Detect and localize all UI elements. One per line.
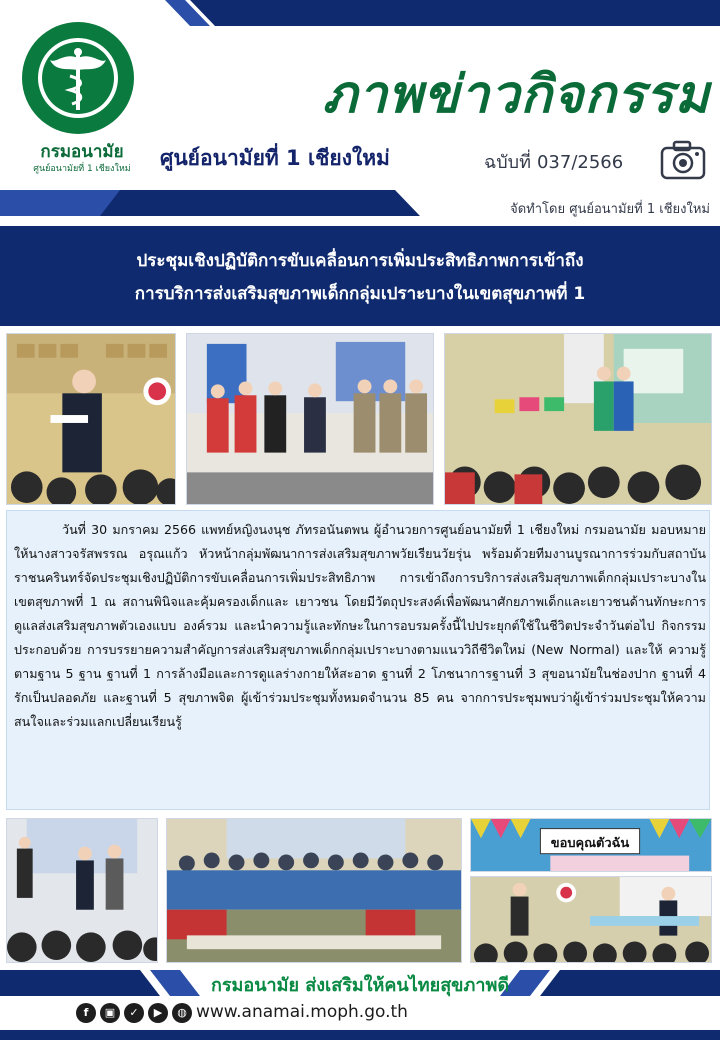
- photo-presenters-on-stage: [470, 876, 712, 963]
- bottom-decor-stripe: [0, 1030, 720, 1040]
- banner-title-line1: ประชุมเชิงปฏิบัติการขับเคลื่อนการเพิ่มประสิทธิภาพการเข้าถึง: [136, 251, 584, 271]
- produced-by: จัดทำโดย ศูนย์อนามัยที่ 1 เชียงใหม่: [510, 202, 710, 217]
- article-paragraph: วันที่ 30 มกราคม 2566 แพทย์หญิงนงนุช ภัทรอนันตพน ผู้อำนวยการศูนย์อนามัยที่ 1 เชียงใหม่ กรมอนามัย มอบหมายให้นางสาวจรัสพรรณ อรุณแก้ว หัวหน้ากลุ่มพัฒนาการส่งเสริมสุขภาพวัยเรียนวัยรุ่น พร้อมด้วยทีมงานบูรณาการร่วมกับสถาบันราชนครินทร์จัดประชุมเชิงปฏิบัติการขับเคลื่อนการเพิ่มประสิทธิภาพ การเข้าถึงการบริการส่งเสริมสุขภาพเด็กกลุ่มเปราะบางในเขตสุขภาพที่ 1 ณ สถานพินิจและคุ้มครองเด็กและ เยาวชน โดยมีวัตถุประสงค์เพื่อพัฒนาศักยภาพเด็กและเยาวชนด้านทักษะการดูแลส่งเสริมสุขภาพตัวเองแบบ องค์รวม และนำความรู้และทักษะในการอบรมครั้งนี้ไปประยุกต์ใช้ในชีวิตประจำวันต่อไป กิจกรรมประกอบด้วย การบรรยายความสำคัญการส่งเสริมสุขภาพเด็กกลุ่มเปราะบางตามแนววิถีชีวิตใหม่ (New Normal) และให้ ความรู้ตามฐาน 5 ฐาน ฐานที่ 1 การล้างมือและการดูแลร่างกายให้สะอาด ฐานที่ 2 โภชนาการฐานที่ 3 สุขอนามัยในช่องปาก ฐานที่ 4 รักเป็นปลอดภัย และฐานที่ 5 สุขภาพจิต ผู้เข้าร่วมประชุมทั้งหมดจำนวน 85 คน จากการประชุมพบว่าผู้เข้าร่วมประชุมให้ความสนใจและร่วมแลกเปลี่ยนเรียนรู้: [14, 522, 706, 729]
- photo-thank-you-banner: [470, 818, 712, 872]
- article-body: [14, 518, 706, 734]
- social-icons: [76, 1003, 192, 1023]
- photo-speaker-at-podium: [6, 333, 176, 505]
- camera-icon: [660, 140, 706, 180]
- issue-number: [484, 147, 623, 176]
- globe-icon[interactable]: ◍: [172, 1003, 192, 1023]
- banner-title-line2: การบริการส่งเสริมสุขภาพเด็กกลุ่มเปราะบางในเขตสุขภาพที่ 1: [134, 284, 586, 304]
- department-subtitle: ศูนย์อนามัยที่ 1 เชียงใหม่: [33, 164, 131, 174]
- issue-label: ฉบับที่: [484, 152, 531, 173]
- photo-award-handover: [6, 818, 158, 963]
- photo-students-in-red-shirts: [186, 333, 434, 505]
- youtube-icon[interactable]: ▶: [148, 1003, 168, 1023]
- header-decor-stripe: [0, 190, 420, 216]
- department-name: กรมอนามัย: [40, 142, 124, 162]
- twitter-icon[interactable]: ✓: [124, 1003, 144, 1023]
- thank-you-sign-text: ขอบคุณตัวฉัน: [550, 835, 630, 850]
- issue-value: 037/2566: [536, 152, 624, 173]
- photo-group-photo: [166, 818, 462, 963]
- footer-slogan: กรมอนามัย ส่งเสริมให้คนไทยสุขภาพดี: [210, 975, 510, 996]
- website-link[interactable]: www.anamai.moph.go.th: [196, 1002, 408, 1022]
- facebook-icon[interactable]: f: [76, 1003, 96, 1023]
- line-icon[interactable]: ▣: [100, 1003, 120, 1023]
- photo-presenters-with-signs: [444, 333, 712, 505]
- ministry-logo: [20, 20, 136, 136]
- main-title: ภาพข่าวกิจกรรม: [322, 64, 710, 125]
- center-name: ศูนย์อนามัยที่ 1 เชียงใหม่: [160, 146, 390, 170]
- title-banner: [0, 226, 720, 326]
